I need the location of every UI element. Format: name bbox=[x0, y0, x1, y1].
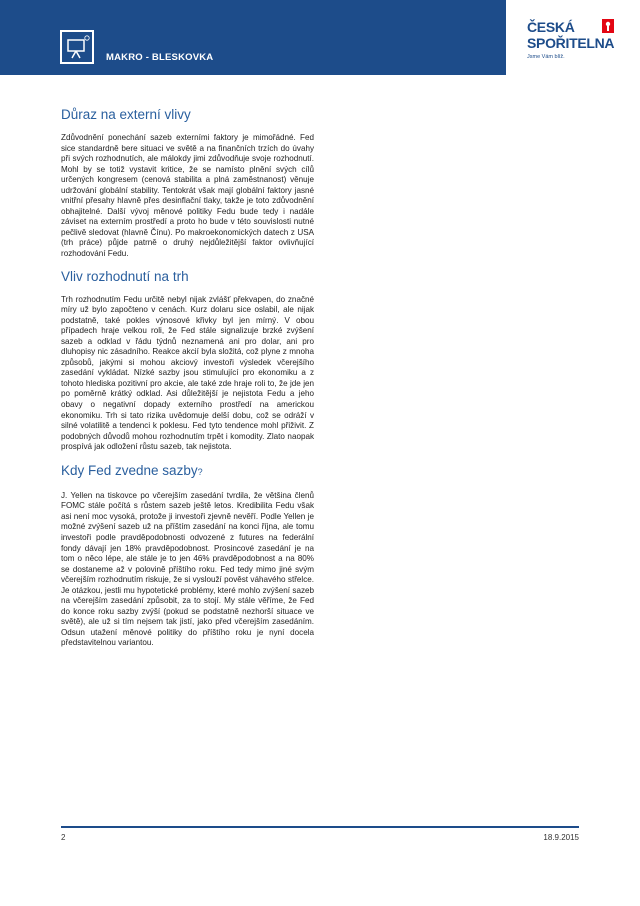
section-heading-rates bbox=[61, 462, 314, 481]
section-body-rates: J. Yellen na tiskovce po včerejším zasedání tvrdila, že většina členů FOMC stále počítá s růstem sazeb ještě letos. Kredibilita Fedu však asi není moc vysoká, protože ji investoři zjevně nevěří. Podle Yellen je možné zvýšení sazeb už na příštím zasedání na konci října, ale tomu investoři podle pravděpodobnosti odvozené z futures na federální fondy dávají jen 18% pravděpodobnost. Prosincové zasedání je na tom o něco lépe, ale stále je to jen 46% pravděpodobnost a na 80% se dostaneme až v polovině příštího roku. Fed tedy mimo jiné svým včerejším rozhodnutím riskuje, že si vyslouží pověst váhavého střelce. Je otázkou, jestli mu hypotetické problémy, které mohlo zvýšení sazeb na včerejším zasedání způsobit, za to stojí. My stále věříme, že Fed do konce roku sazby zvýší (pokud se podstatně nezhorší situace ve světě), ale už si tím nejsem tak jistí, jako před včerejším zasedáním. Odsun utažení měnové politiky do příštího roku je nyní docela představitelnou variantou. bbox=[61, 490, 314, 648]
report-logo-icon bbox=[60, 30, 94, 64]
footer-divider bbox=[61, 826, 579, 828]
header-band bbox=[0, 0, 506, 75]
bank-logo-line2: SPOŘITELNA bbox=[527, 35, 615, 51]
section-heading-market: Vliv rozhodnutí na trh bbox=[61, 268, 189, 284]
section-body-external: Zdůvodnění ponechání sazeb externími faktory je mimořádné. Fed sice standardně bere situaci ve světě a na finančních trzích do úvahy při svých rozhodnutích, ale málokdy jimi zdůvodňuje svoje rozhodnutí. Mohl by se totiž vystavit kritice, že se namísto plnění svých cílů určených kongresem (cenová stabilita a plná zaměstnanost) věnuje udržování globální stability. Tentokrát však mají globální faktory jasné vnitřní přesahy hlavně přes desinflační tlaky, takže je toto zdůvodnění obhajitelné. Další vývoj měnové politiky Fedu bude tedy i nadále záviset na externím prostředí a proto ho bude v této souvislosti nutné pečlivě sledovat (hlavně Čínu). Po makroekonomických datech z USA (trh práce) půjde patrně o druhý nejdůležitější faktor ovlivňující rozhodování Fedu. bbox=[61, 133, 314, 259]
header-title: MAKRO - BLESKOVKA bbox=[106, 52, 214, 63]
bank-logo bbox=[525, 14, 625, 64]
section-heading-external: Důraz na externí vlivy bbox=[61, 107, 191, 122]
page-number: 2 bbox=[61, 833, 66, 842]
bank-logo-mark-icon bbox=[602, 19, 614, 33]
bank-logo-line1: ČESKÁ bbox=[527, 19, 575, 35]
bank-tagline: Jsme Vám blíž. bbox=[527, 54, 565, 60]
section-heading-rates-text: Kdy Fed zvedne sazby bbox=[61, 462, 198, 478]
report-date: 18.9.2015 bbox=[543, 833, 579, 842]
section-heading-rates-suffix: ? bbox=[197, 466, 203, 477]
article-content bbox=[61, 106, 314, 649]
section-body-market: Trh rozhodnutím Fedu určitě nebyl nijak zvlášť překvapen, do značné míry už bylo započteno v cenách. Kurz dolaru sice oslabil, ale nijak podstatně, také pokles výnosové křivky byl jen mírný. V obou případech hraje velkou roli, že Fed stále signalizuje brzké zvýšení sazeb a odklad v řádu týdnů neznamená ani pro dolar, ani pro dluhopisy nic zásadního. Reakce akcií byla složitá, což plyne z mnoha způsobů, jakými si mohou akciový investoři výsledek včerejšího zasedání vykládat. Nízké sazby jsou stimulující pro ekonomiku a z tohoto hlediska pozitivní pro akcie, ale také zde hraje roli to, že jde jen po poměrně krátký odklad. Asi důležitější je nejistota Fedu a jeho obavy o negativní dopady externího prostředí na americkou ekonomiku. Trh si tato rizika uvědomuje delší dobu, což se odráží v silné volatilitě a tendenci k poklesu. Fed tyto tendence mohl přiživit. Z podobných důvodů mohou rozhodnutím trpět i komodity. Zlato naopak prospívá jak odložení růstu sazeb, tak nejistota. bbox=[61, 294, 314, 452]
